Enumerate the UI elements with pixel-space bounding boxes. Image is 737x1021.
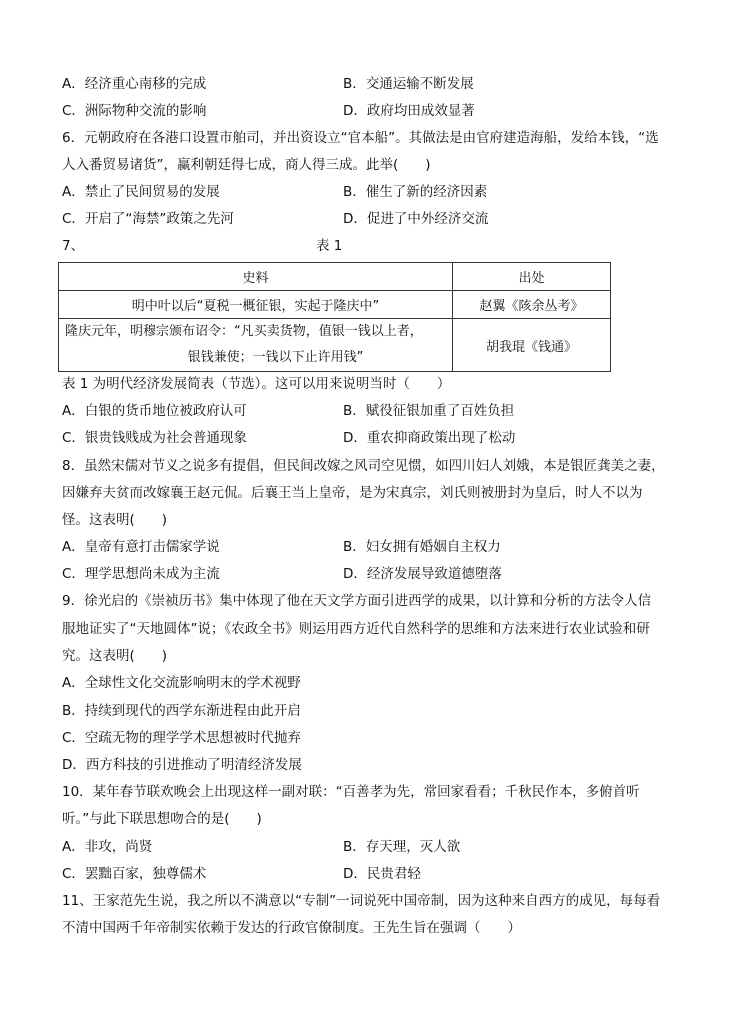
q6-stem-line-1: 6．元朝政府在各港口设置市舶司，并出资设立“官本船”。其做法是由官府建造海船，发给本钱，“选	[62, 130, 659, 146]
q6-option-d: D．促进了中外经济交流	[343, 211, 489, 227]
table-row	[59, 291, 611, 319]
q9-option-d: D．西方科技的引进推动了明清经济发展	[62, 757, 302, 773]
table-cell-text: 明中叶以后“夏税一概征银，实起于隆庆中”	[59, 291, 453, 319]
q8-option-c: C．理学思想尚未成为主流	[62, 566, 220, 582]
q9-stem-line-3: 究。这表明( )	[62, 648, 168, 664]
table-cell-line: 银钱兼使；一钱以下止许用钱”	[187, 350, 364, 365]
q10-option-b: B．存天理，灭人欲	[343, 839, 461, 855]
q9-option-b: B．持续到现代的西学东渐进程由此开启	[62, 703, 301, 719]
q7-option-a: A．白银的货币地位被政府认可	[62, 403, 247, 419]
q7-option-b: B．赋役征银加重了百姓负担	[343, 403, 515, 419]
table-cell-source: 胡我琨《钱通》	[453, 319, 611, 372]
q6-option-c: C．开启了“海禁”政策之先河	[62, 211, 234, 227]
q9-stem-line-1: 9．徐光启的《崇祯历书》集中体现了他在天文学方面引进西学的成果，以计算和分析的方法令人信	[62, 593, 652, 609]
q5-option-d: D．政府均田成效显著	[343, 103, 475, 119]
q9-option-a: A．全球性文化交流影响明末的学术视野	[62, 675, 301, 691]
q7-option-d: D．重农抑商政策出现了松动	[343, 430, 516, 446]
table-header-row	[59, 263, 611, 291]
q10-stem-line-2: 听。”与此下联思想吻合的是( )	[62, 811, 262, 827]
q6-option-b: B．催生了新的经济因素	[343, 184, 488, 200]
q8-stem-line-1: 8．虽然宋儒对节义之说多有提倡，但民间改嫁之风司空见惯，如四川妇人刘娥，本是银匠龚美之妻，	[62, 458, 665, 474]
q10-option-d: D．民贵君轻	[343, 866, 421, 882]
table-header-cell: 出处	[453, 263, 611, 291]
q9-option-c: C．空疏无物的理学学术思想被时代抛弃	[62, 730, 301, 746]
q6-option-a: A．禁止了民间贸易的发展	[62, 184, 220, 200]
q5-option-c: C．洲际物种交流的影响	[62, 103, 207, 119]
q8-stem-line-3: 怪。这表明( )	[62, 512, 168, 528]
q7-stem: 表 1 为明代经济发展简表（节选）。这可以用来说明当时（ ）	[62, 376, 451, 392]
q10-option-a: A．非攻，尚贤	[62, 839, 153, 855]
table-cell-line: 隆庆元年，明穆宗颁布诏令：“凡买卖货物，值银一钱以上者，	[65, 324, 423, 339]
q7-source-table	[58, 262, 611, 372]
q8-stem-line-2: 因嫌弃夫贫而改嫁襄王赵元侃。后襄王当上皇帝，是为宋真宗，刘氏则被册封为皇后，时人不以为	[62, 485, 643, 501]
table-cell-source: 赵翼《陔余丛考》	[453, 291, 611, 319]
q5-option-a: A．经济重心南移的完成	[62, 76, 207, 92]
q5-option-b: B．交通运输不断发展	[343, 76, 474, 92]
table-header-cell: 史料	[59, 263, 453, 291]
q7-table-caption: 表 1	[316, 238, 343, 254]
q8-option-b: B．妇女拥有婚姻自主权力	[343, 539, 501, 555]
q10-stem-line-1: 10．某年春节联欢晚会上出现这样一副对联：“百善孝为先，常回家看看；千秋民作本，多俯首听	[62, 784, 640, 800]
q11-stem-line-1: 11、王家范先生说，我之所以不满意以“专制”一词说死中国帝制，因为这种来自西方的成见，每每看	[62, 893, 661, 909]
table-cell-text	[59, 319, 453, 372]
table-row	[59, 319, 611, 372]
q11-stem-line-2: 不清中国两千年帝制实依赖于发达的行政官僚制度。王先生旨在强调（ ）	[62, 920, 521, 936]
q10-option-c: C．罢黜百家，独尊儒术	[62, 866, 207, 882]
q9-stem-line-2: 服地证实了“天地圆体”说；《农政全书》则运用西方近代自然科学的思维和方法来进行农业试验和研	[62, 621, 650, 637]
q7-option-c: C．银贵钱贱成为社会普通现象	[62, 430, 247, 446]
q8-option-a: A．皇帝有意打击儒家学说	[62, 539, 220, 555]
q6-stem-line-2: 人入番贸易诸货”，赢利朝廷得七成，商人得三成。此举( )	[62, 157, 431, 173]
q8-option-d: D．经济发展导致道德堕落	[343, 566, 502, 582]
q7-number: 7、	[62, 238, 85, 254]
